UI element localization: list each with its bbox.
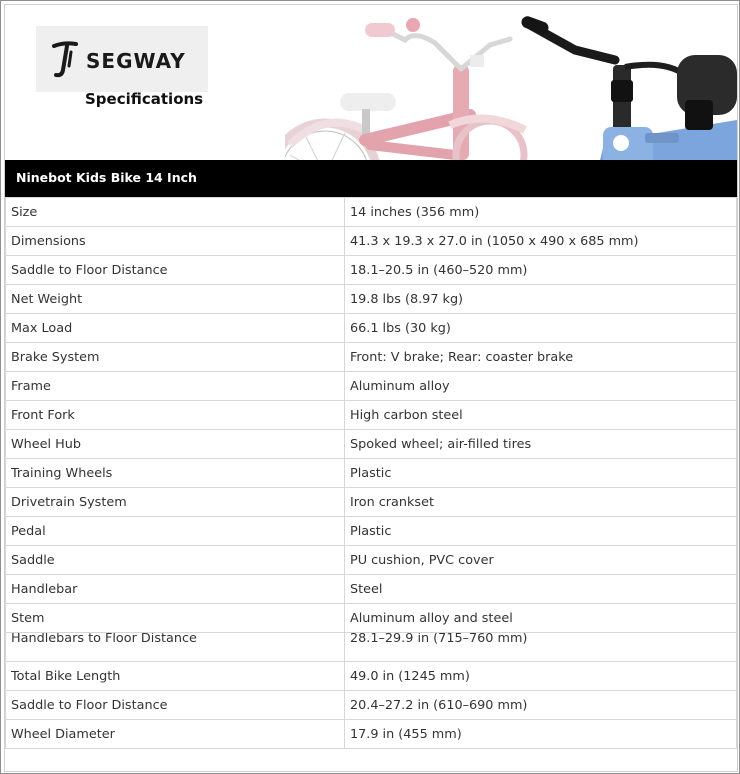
spec-value: Steel	[345, 575, 737, 604]
product-title-bar	[5, 160, 737, 197]
spec-table	[5, 197, 737, 749]
segway-mark-icon	[50, 40, 80, 80]
spec-sheet	[4, 4, 738, 772]
bike-photo	[285, 5, 737, 160]
pink-bike-image	[285, 18, 525, 160]
spec-label: Total Bike Length	[6, 662, 345, 691]
spec-value: Aluminum alloy	[345, 372, 737, 401]
logo-wordmark: SEGWAY	[86, 49, 186, 73]
spec-value: 17.9 in (455 mm)	[345, 720, 737, 749]
table-row	[6, 720, 737, 749]
spec-value: Spoked wheel; air-filled tires	[345, 430, 737, 459]
spec-value: Iron crankset	[345, 488, 737, 517]
table-row	[6, 517, 737, 546]
spec-label: Pedal	[6, 517, 345, 546]
spec-label: Stem	[6, 604, 345, 633]
table-row	[6, 198, 737, 227]
spec-label: Saddle to Floor Distance	[6, 256, 345, 285]
table-row	[6, 401, 737, 430]
table-row	[6, 488, 737, 517]
spec-label: Wheel Hub	[6, 430, 345, 459]
table-row	[6, 430, 737, 459]
spec-value: 41.3 x 19.3 x 27.0 in (1050 x 490 x 685 mm)	[345, 227, 737, 256]
spec-label: Saddle to Floor Distance	[6, 691, 345, 720]
table-row	[6, 662, 737, 691]
table-row	[6, 314, 737, 343]
table-row	[6, 256, 737, 285]
table-row	[6, 343, 737, 372]
spec-label: Wheel Diameter	[6, 720, 345, 749]
spec-value: 14 inches (356 mm)	[345, 198, 737, 227]
table-row	[6, 575, 737, 604]
spec-value: 20.4–27.2 in (610–690 mm)	[345, 691, 737, 720]
spec-label: Training Wheels	[6, 459, 345, 488]
spec-value: 49.0 in (1245 mm)	[345, 662, 737, 691]
segway-logo	[36, 26, 208, 92]
spec-value: 66.1 lbs (30 kg)	[345, 314, 737, 343]
spec-value: 18.1–20.5 in (460–520 mm)	[345, 256, 737, 285]
table-row	[6, 285, 737, 314]
spec-label: Handlebar	[6, 575, 345, 604]
table-row	[6, 633, 737, 662]
spec-label: Brake System	[6, 343, 345, 372]
spec-label: Max Load	[6, 314, 345, 343]
spec-label: Saddle	[6, 546, 345, 575]
table-row	[6, 546, 737, 575]
spec-label: Handlebars to Floor Distance	[6, 633, 345, 662]
spec-value: 28.1–29.9 in (715–760 mm)	[345, 633, 737, 662]
spec-label: Frame	[6, 372, 345, 401]
table-row	[6, 459, 737, 488]
spec-value: Plastic	[345, 459, 737, 488]
spec-label: Front Fork	[6, 401, 345, 430]
blue-bike-image	[520, 15, 737, 160]
spec-label: Size	[6, 198, 345, 227]
table-row	[6, 227, 737, 256]
spec-value: High carbon steel	[345, 401, 737, 430]
spec-value: PU cushion, PVC cover	[345, 546, 737, 575]
table-row	[6, 372, 737, 401]
spec-value: 19.8 lbs (8.97 kg)	[345, 285, 737, 314]
spec-label: Dimensions	[6, 227, 345, 256]
spec-value: Plastic	[345, 517, 737, 546]
product-title: Ninebot Kids Bike 14 Inch	[16, 170, 197, 185]
spec-label: Net Weight	[6, 285, 345, 314]
table-row	[6, 691, 737, 720]
spec-label: Drivetrain System	[6, 488, 345, 517]
spec-value: Front: V brake; Rear: coaster brake	[345, 343, 737, 372]
page-heading: Specifications	[85, 90, 204, 108]
table-row	[6, 604, 737, 633]
spec-value: Aluminum alloy and steel	[345, 604, 737, 633]
banner	[5, 5, 737, 160]
